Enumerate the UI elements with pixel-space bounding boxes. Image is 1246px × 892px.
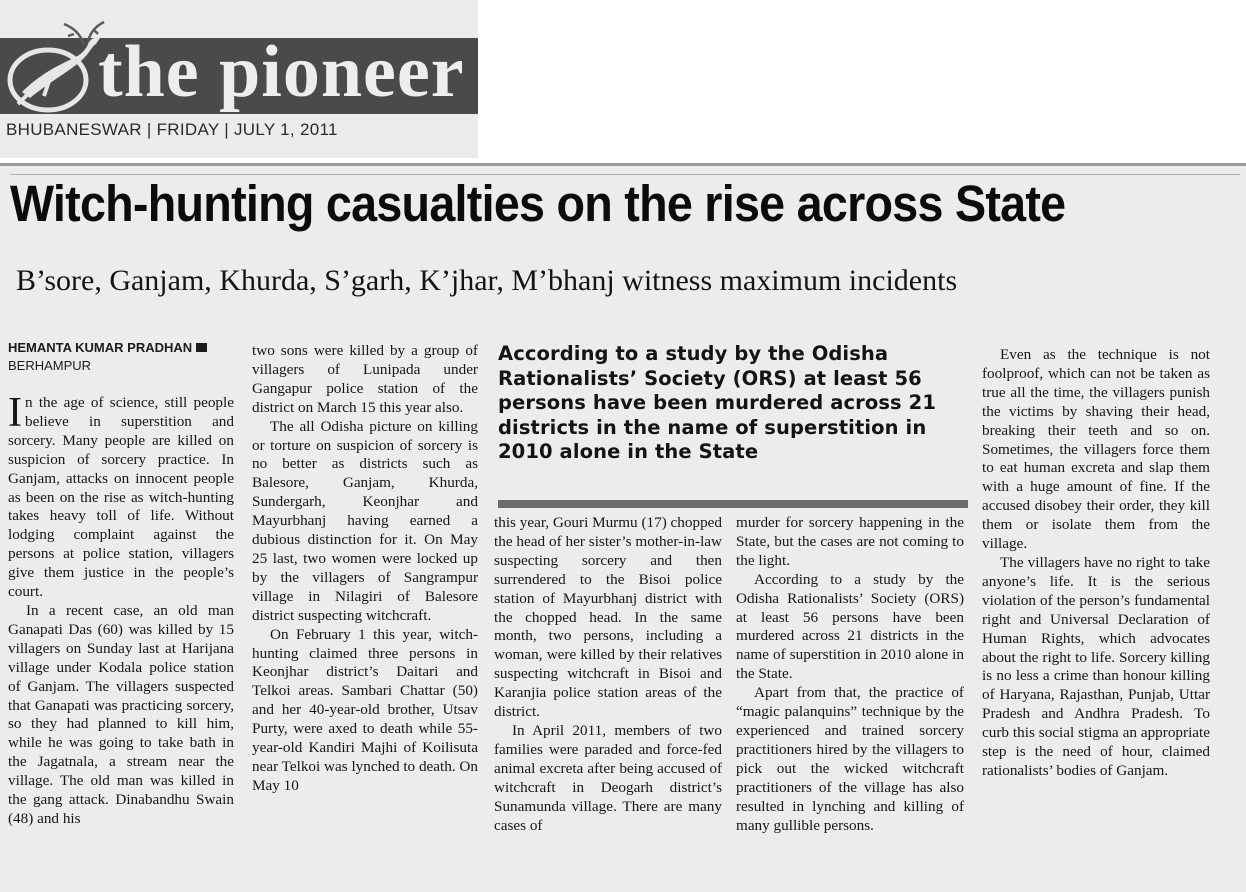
subheadline: B’sore, Ganjam, Khurda, S’garh, K’jhar, M’bhanj witness maximum incidents <box>16 264 958 297</box>
pull-quote-rule <box>498 500 968 508</box>
paragraph: The all Odisha picture on killing or torture on suspicion of sorcery is no better as districts such as Balesore, Ganjam, Khurda, Sundergarh, Keonjhar and Mayurbhanj having earned a dubious distinction for it. On May 25 last, two women were locked up by the villagers of Sangrampur village in Nilagiri of Balesore district suspecting witchcraft. <box>252 417 478 624</box>
paragraph: two sons were killed by a group of villagers of Lunipada under Gangapur police station of the district on March 15 this year also. <box>252 342 478 416</box>
pull-quote: According to a study by the Odisha Rationalists’ Society (ORS) at least 56 persons have been murdered across 21 districts in the name of superstition in 2010 alone in the State <box>498 342 936 463</box>
paragraph: murder for sorcery happening in the State, but the cases are not coming to the light. <box>736 514 964 569</box>
article-column-4 <box>736 514 964 835</box>
byline-author: HEMANTA KUMAR PRADHAN <box>8 340 193 355</box>
paragraph: In April 2011, members of two families were paraded and force-fed animal excreta after being accused of witchcraft in Deogarh district’s Sunamunda village. There are many cases of <box>494 721 722 834</box>
paragraph: On February 1 this year, witch-hunting claimed three persons in Keonjhar district’s Daitari and Telkoi areas. Sambari Chattar (50) and her 40-year-old brother, Utsav Purty, were axed to death while 55-year-old Kandiri Majhi of Koilisuta near Telkoi was lynched to death. On May 10 <box>252 625 478 794</box>
newspaper-brand: the pioneer <box>98 31 465 113</box>
paragraph: Even as the technique is not foolproof, which can not be taken as true all the time, the villagers punish the victims by shaving their head, breaking their teeth and so on. Sometimes, the villagers force them to eat human excreta and slap them with a huge amount of fine. If the accused disobey their order, they kill them or isolate them from the village. <box>982 346 1210 553</box>
paragraph-text: n the age of science, still people believe in superstition and sorcery. Many people are killed on suspicion of sorcery practice. In Ganjam, attacks on innocent people as been on the rise as witch-hunting takes heavy toll of life. Without lodging complaint against the persons at police station, villagers give them justice in the people’s court. <box>8 394 234 601</box>
article-column-2 <box>252 342 478 796</box>
byline <box>8 340 207 355</box>
headline: Witch-hunting casualties on the rise across State <box>10 175 1066 232</box>
paragraph: In a recent case, an old man Ganapati Das (60) was killed by 15 villagers on Sunday last at Harijana village under Kodala police station of Ganjam. The villagers suspected that Ganapati was practicing sorcery, so they had planned to kill him, while he was going to take bath in the Jagatnala, a stream near the village. The old man was killed in the gang attack. Dinabandhu Swain (48) and his <box>8 601 234 827</box>
drop-cap: I <box>8 390 22 436</box>
article-column-1 <box>8 390 234 829</box>
byline-place: BERHAMPUR <box>8 358 92 373</box>
paragraph: The villagers have no right to take anyone’s life. It is the serious violation of the person’s fundamental right and Universal Declaration of Human Rights, which advocates about the right to life. Sorcery killing is no less a crime than honour killing of Haryana, Rajasthan, Punjab, Uttar Pradesh and Andhra Pradesh. To curb this social stigma an appropriate step is the need of hour, claimed rationalists’ bodies of Ganjam. <box>982 553 1210 779</box>
article-column-3 <box>494 514 722 835</box>
paragraph: this year, Gouri Murmu (17) chopped the head of her sister’s mother-in-law suspecting sorcery and then surrendered to the Bisoi police station of Mayurbhanj district with the chopped head. In the same month, two persons, including a woman, were killed by their relatives suspecting witchcraft in Bisoi and Karanjia police station areas of the district. <box>494 514 722 721</box>
byline-square-icon <box>196 343 207 352</box>
article-column-5 <box>982 346 1210 781</box>
dateline: BHUBANESWAR | FRIDAY | JULY 1, 2011 <box>6 120 338 139</box>
paragraph <box>8 390 234 602</box>
paragraph: Apart from that, the practice of “magic palanquins” technique by the experienced and trained sorcery practitioners hired by the villagers to pick out the wicked witchcraft practitioners of the village has also resulted in lynching and killing of many gullible persons. <box>736 684 964 834</box>
deer-logo-icon <box>4 14 108 114</box>
masthead <box>0 0 478 158</box>
paragraph: According to a study by the Odisha Rationalists’ Society (ORS) at least 56 persons have been murdered across 21 districts in the name of superstition in 2010 alone in the State. <box>736 570 964 683</box>
